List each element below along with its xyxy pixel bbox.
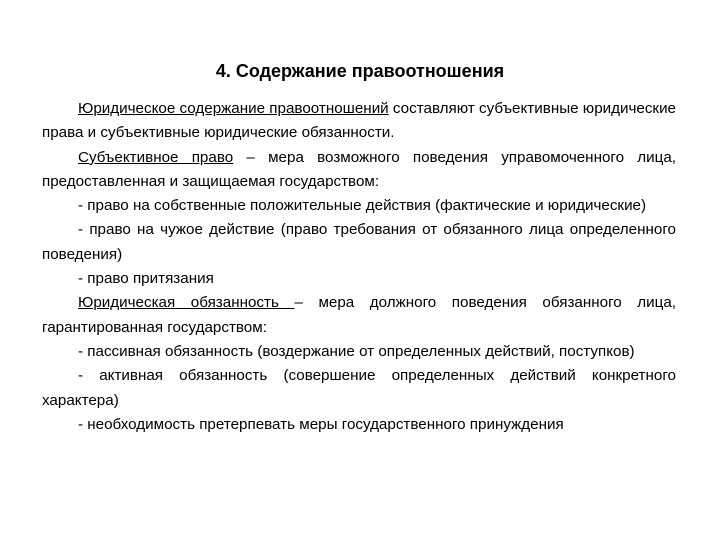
list-item-text: - активная обязанность (совершение определенных действий конкретного характера): [42, 367, 676, 409]
term-subjective-right: Субъективное право: [78, 148, 234, 166]
list-item-right-own-actions: [42, 194, 676, 218]
list-item-text: - право притязания: [78, 270, 214, 288]
slide-title: 4. Содержание правоотношения: [215, 61, 505, 81]
list-item-text: - необходимость претерпевать меры государственного принуждения: [78, 415, 564, 433]
list-item-right-claim: [42, 267, 676, 291]
term-legal-content: Юридическое содержание правоотношений: [78, 100, 389, 117]
list-item-active-duty: [42, 364, 676, 413]
paragraph-text: составляют субъективные юридические права и субъективные юридические обязанности.: [42, 100, 676, 142]
paragraph-text: – мера возможного поведения управомоченного лица, предоставленная и защищаемая государством:: [42, 148, 677, 190]
term-legal-duty: Юридическая обязанность: [78, 294, 295, 312]
list-item-passive-duty: [42, 340, 676, 364]
list-item-text: - пассивная обязанность (воздержание от определенных действий, поступков): [78, 342, 635, 360]
paragraph-legal-content: [42, 97, 676, 146]
list-item-coercion: [42, 413, 676, 437]
list-item-text: - право на собственные положительные действия (фактические и юридические): [78, 197, 647, 215]
slide-body: [42, 97, 676, 437]
paragraph-text: – мера должного поведения обязанного лица, гарантированная государством:: [42, 294, 677, 336]
list-item-right-others-action: [42, 218, 676, 267]
paragraph-legal-duty: [42, 291, 676, 340]
paragraph-subjective-right: [42, 146, 676, 195]
list-item-text: - право на чужое действие (право требования от обязанного лица определенного поведения): [42, 221, 676, 263]
